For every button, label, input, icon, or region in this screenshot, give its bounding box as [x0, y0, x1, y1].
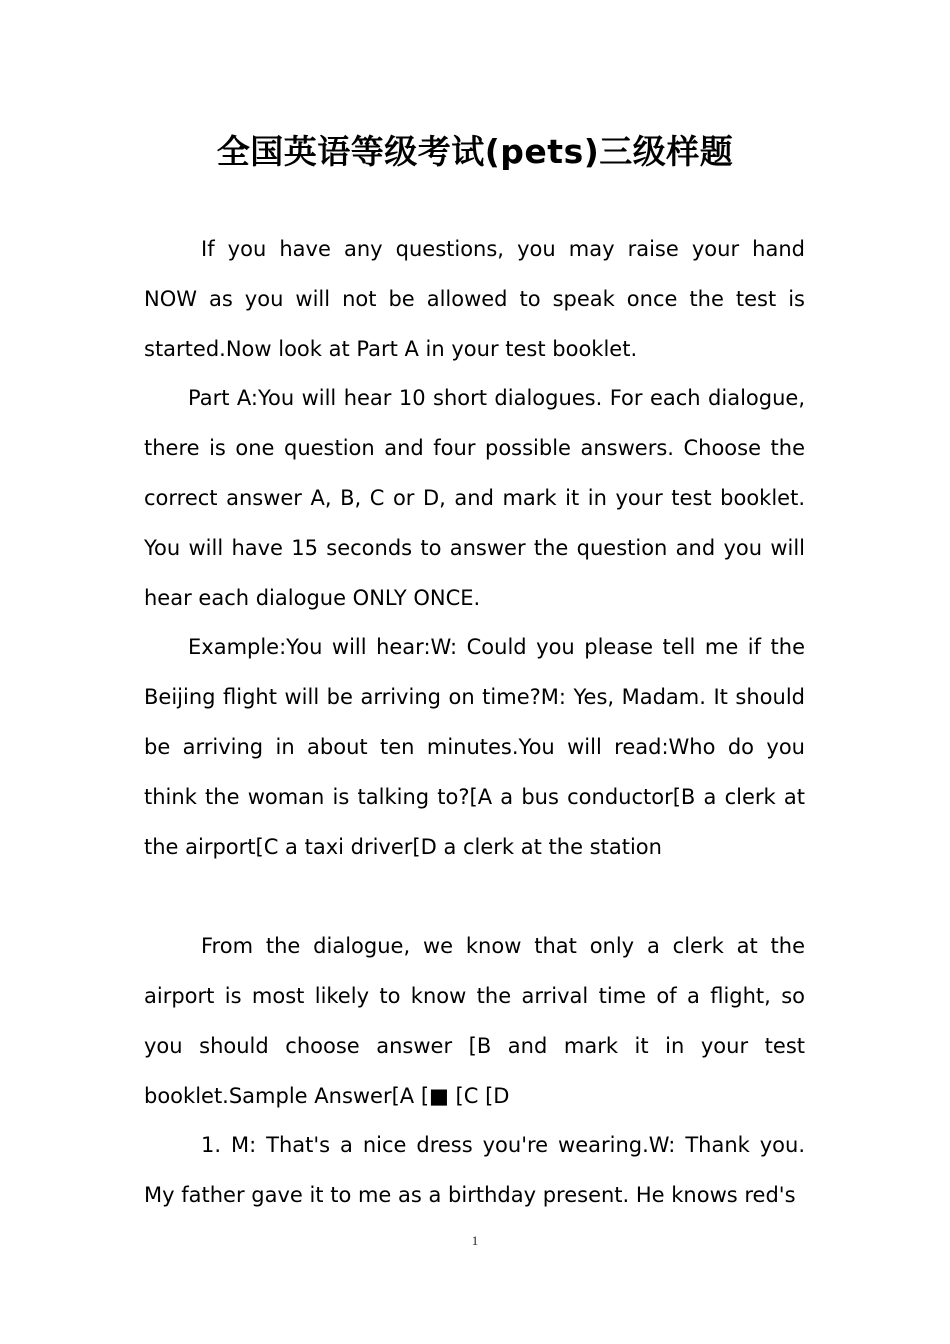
blank-line: [144, 872, 805, 922]
document-body: [144, 225, 805, 1221]
page-number: 1: [471, 1233, 479, 1248]
paragraph-instructions: If you have any questions, you may raise your hand NOW as you will not be allowed to speak once the test is started.Now look at Part A in your test booklet.: [144, 237, 805, 361]
paragraph-question-1: 1. M: That's a nice dress you're wearing.W: Thank you. My father gave it to me as a birthday present. He knows red's: [144, 1133, 805, 1208]
document-title: 全国英语等级考试(pets)三级样题: [216, 132, 734, 171]
paragraph-part-a: Part A:You will hear 10 short dialogues. For each dialogue, there is one question and four possible answers. Choose the correct answer A, B, C or D, and mark it in your test booklet. You will have 15 seconds to answer the question and you will hear each dialogue ONLY ONCE.: [144, 386, 805, 610]
paragraph-example: Example:You will hear:W: Could you please tell me if the Beijing flight will be arriving on time?M: Yes, Madam. It should be arriving in about ten minutes.You will read:Who do you think the woman is talking to?[A a bus conductor[B a clerk at the airport[C a taxi driver[D a clerk at the station: [144, 635, 805, 859]
paragraph-explanation: From the dialogue, we know that only a clerk at the airport is most likely to know the arrival time of a flight, so you should choose answer [B and mark it in your test booklet.Sample Answer[A [■ [C [D: [144, 934, 805, 1108]
